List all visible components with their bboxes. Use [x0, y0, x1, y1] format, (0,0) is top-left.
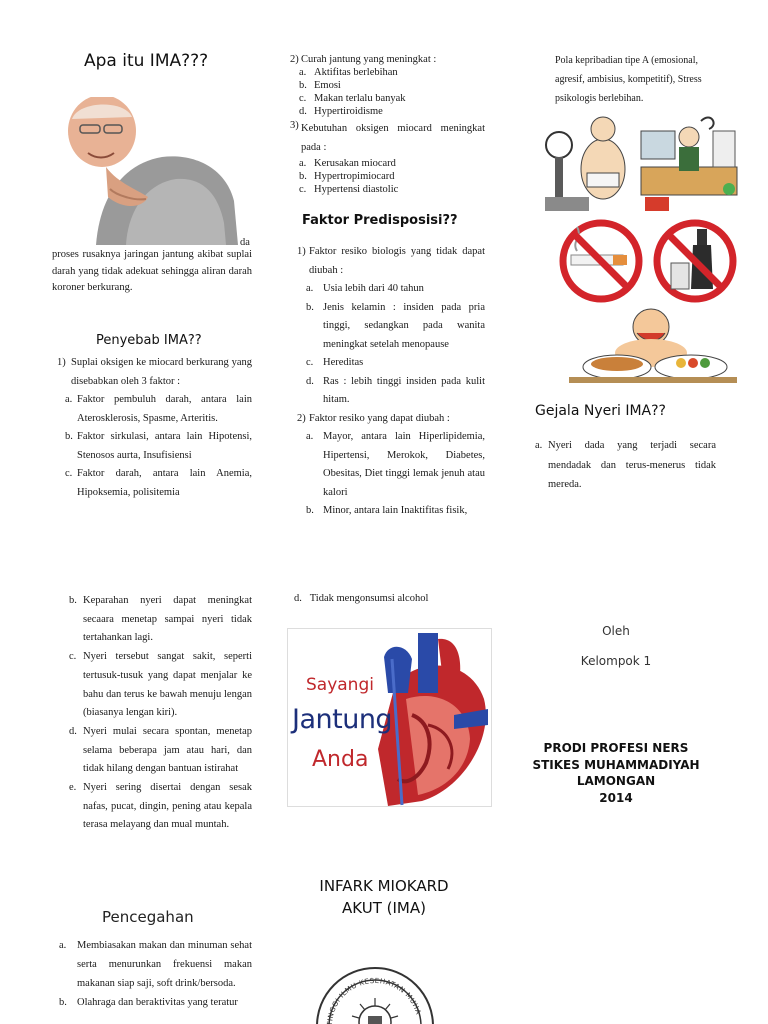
list-item-text: Kerusakan miocard [314, 158, 396, 169]
curah-sublist [290, 66, 485, 118]
oleh-label: Oleh [602, 624, 630, 638]
list-item [306, 373, 485, 410]
list-item [299, 170, 485, 183]
list-item [59, 936, 252, 993]
alkohol-item [294, 593, 494, 604]
list-marker: c. [306, 357, 314, 368]
list-marker: 1) [297, 246, 306, 257]
list-marker: b. [299, 171, 307, 182]
curah-jantung-block [290, 53, 485, 196]
stikes-muhammadiyah-logo [312, 962, 438, 1024]
list-item-text: Faktor pembuluh darah, antara lain Aterosklerosis, Spasme, Arteritis. [77, 394, 252, 424]
list-item [69, 648, 252, 723]
institution-line-3: LAMONGAN [576, 774, 656, 788]
list-item [65, 465, 252, 502]
list-item-text: Jenis kelamin : insiden pada pria tinggi, sedangkan pada wanita meningkat setelah menopause [323, 301, 485, 350]
cover-title-line-2: AKUT (IMA) [342, 899, 426, 917]
list-item [306, 502, 485, 521]
list-marker: b. [59, 997, 67, 1008]
list-marker: a. [59, 940, 67, 951]
list-marker: 2) [290, 54, 299, 65]
list-marker: b. [306, 301, 314, 313]
dapat-sublist [297, 428, 485, 521]
list-item [69, 723, 252, 779]
kelompok-label: Kelompok 1 [580, 654, 652, 668]
list-marker: a. [65, 394, 73, 405]
poster-line-anda: Anda [312, 747, 369, 772]
list-item [65, 428, 252, 465]
list-item [299, 183, 485, 196]
list-marker: a. [535, 440, 543, 451]
gejala-list [535, 436, 716, 495]
list-marker: b. [65, 431, 73, 442]
list-item [59, 993, 252, 1012]
list-marker: a. [299, 158, 307, 169]
list-marker: c. [69, 651, 77, 663]
list-item-text: Faktor sirkulasi, antara lain Hipotensi, Stenosos aurta, Insufisiensi [77, 431, 252, 461]
list-marker: d. [294, 593, 302, 604]
list-item-text: Minor, antara lain Inaktifitas fisik, [323, 505, 468, 516]
institution-line-2: STIKES MUHAMMADIYAH [532, 757, 700, 772]
bio-title: Faktor resiko biologis yang tidak dapat diubah : [309, 246, 485, 276]
cover-title [284, 875, 484, 919]
section-title-gejala: Gejala Nyeri IMA?? [535, 403, 666, 419]
list-marker: a. [306, 283, 314, 294]
section-title-apa-itu-ima: Apa itu IMA??? [84, 51, 209, 71]
list-item [299, 105, 485, 118]
list-item [306, 299, 485, 355]
penyebab-intro [57, 354, 252, 391]
svg-text:TINGGI ILMU KESEHATAN MUHA: TINGGI ILMU KESEHATAN MUHA [325, 976, 423, 1024]
section-title-faktor-predisposisi: Faktor Predisposisi?? [302, 213, 458, 228]
list-item [299, 79, 485, 92]
list-marker: b. [69, 595, 77, 606]
list-item [65, 391, 252, 428]
poster-line-sayangi: Sayangi [306, 675, 374, 695]
list-item-text: Nyeri sering disertai dengan sesak nafas, pucat, dingin, pening atau kepala terasa melayang dan mual muntah. [83, 782, 252, 831]
list-item-text: Olahraga dan beraktivitas yang teratur [77, 997, 238, 1008]
list-item-text: Nyeri tersebut sangat sakit, seperti tertusuk-tusuk yang dapat menjalar ke bahu dan terus ke bawah menuju lengan (biasanya lengan kiri). [83, 651, 252, 719]
list-marker: d. [69, 725, 77, 737]
list-item-text: Suplai oksigen ke miocard berkurang yang disebabkan oleh 3 faktor : [71, 357, 252, 387]
list-item-text: Hypertropimiocard [314, 171, 395, 182]
list-item [306, 280, 485, 299]
list-marker: a. [299, 67, 307, 78]
poster-line-jantung: Jantung [292, 704, 393, 735]
pola-kepribadian-text: Pola kepribadian tipe A (emosional, agresif, ambisius, kompetitif), Stress psikologis berlebihan. [555, 55, 702, 104]
penyebab-sublist [57, 391, 252, 502]
faktor-list [297, 243, 485, 521]
list-item-text: Hereditas [323, 357, 364, 368]
list-item [69, 592, 252, 648]
list-marker: a. [306, 431, 314, 442]
list-marker: b. [306, 505, 314, 516]
list-item [299, 66, 485, 79]
nyeri-list [69, 592, 252, 835]
no-smoking-icon [557, 219, 645, 303]
list-item-text: Nyeri mulai secara spontan, menetap selama beberapa jam atau hari, dan tidak hilang dengan bantuan istirahat [83, 725, 252, 775]
list-marker: d. [299, 106, 307, 117]
list-item-text: Hypertiroidisme [314, 106, 383, 117]
dapat-title: Faktor resiko yang dapat diubah : [309, 412, 450, 424]
bio-sublist [297, 280, 485, 410]
list-item [299, 92, 485, 105]
list-marker: 2) [297, 412, 306, 424]
list-marker: d. [306, 375, 314, 387]
list-item [306, 428, 485, 502]
list-item [306, 354, 485, 373]
list-item-text: Keparahan nyeri dapat meningkat secaara menetap sampai nyeri tidak tertahankan lagi. [83, 595, 252, 644]
section-title-penyebab: Penyebab IMA?? [96, 333, 202, 348]
list-item [299, 157, 485, 170]
kebutuhan-title: Kebutuhan oksigen miocard meningkat pada : [301, 123, 485, 153]
list-item-text: Mayor, antara lain Hiperlipidemia, Hipertensi, Merokok, Diabetes, Obesitas, Diet tinggi lemak jenuh atau kalori [323, 431, 485, 498]
list-item-text: Emosi [314, 80, 341, 91]
curah-title: Curah jantung yang meningkat : [301, 54, 437, 65]
list-item-text: Makan terlalu banyak [314, 93, 406, 104]
list-marker: e. [69, 782, 77, 794]
list-marker: c. [299, 184, 307, 195]
list-item-text: Ras : lebih tinggi insiden pada kulit hitam. [323, 375, 485, 405]
sayangi-jantung-poster [287, 628, 492, 807]
penyebab-list [57, 354, 252, 502]
list-item-text: Aktifitas berlebihan [314, 67, 398, 78]
list-marker: 1) [57, 357, 66, 368]
list-item [69, 779, 252, 835]
definition-text: proses rusaknya jaringan jantung akibat suplai darah yang tidak adekuat sehingga aliran darah koroner berkurang. [52, 249, 252, 293]
man-chest-pain-photo [66, 97, 238, 245]
list-item-text: Nyeri dada yang terjadi secara mendadak dan terus-menerus tidak mereda. [548, 440, 716, 490]
institution-block [516, 740, 716, 806]
institution-line-1: PRODI PROFESI NERS [543, 741, 689, 755]
list-item-text: Faktor darah, antara lain Anemia, Hipoksemia, polisitemia [77, 468, 252, 498]
kebutuhan-sublist [290, 157, 485, 196]
list-item [535, 436, 716, 495]
list-item-text: Membiasakan makan dan minuman sehat serta menurunkan frekuensi makan makanan siap saji, soft drink/bersoda. [77, 940, 252, 989]
pencegahan-list [59, 936, 252, 1012]
list-item-text: Hypertensi diastolic [314, 184, 399, 195]
stress-cartoon-image [541, 111, 741, 215]
definition-fragment: da [240, 237, 250, 248]
list-item-text: Tidak mengonsumsi alcohol [309, 593, 429, 604]
no-alcohol-icon [649, 219, 741, 303]
institution-year: 2014 [599, 790, 633, 805]
list-item-text: Usia lebih dari 40 tahun [323, 283, 424, 294]
section-title-pencegahan: Pencegahan [102, 908, 194, 926]
list-marker: c. [65, 468, 73, 479]
list-marker: c. [299, 93, 307, 104]
overeating-cartoon-image [567, 303, 739, 385]
list-marker: b. [299, 80, 307, 91]
cover-title-line-1: INFARK MIOKARD [319, 877, 449, 895]
list-marker: 3) [290, 120, 299, 131]
